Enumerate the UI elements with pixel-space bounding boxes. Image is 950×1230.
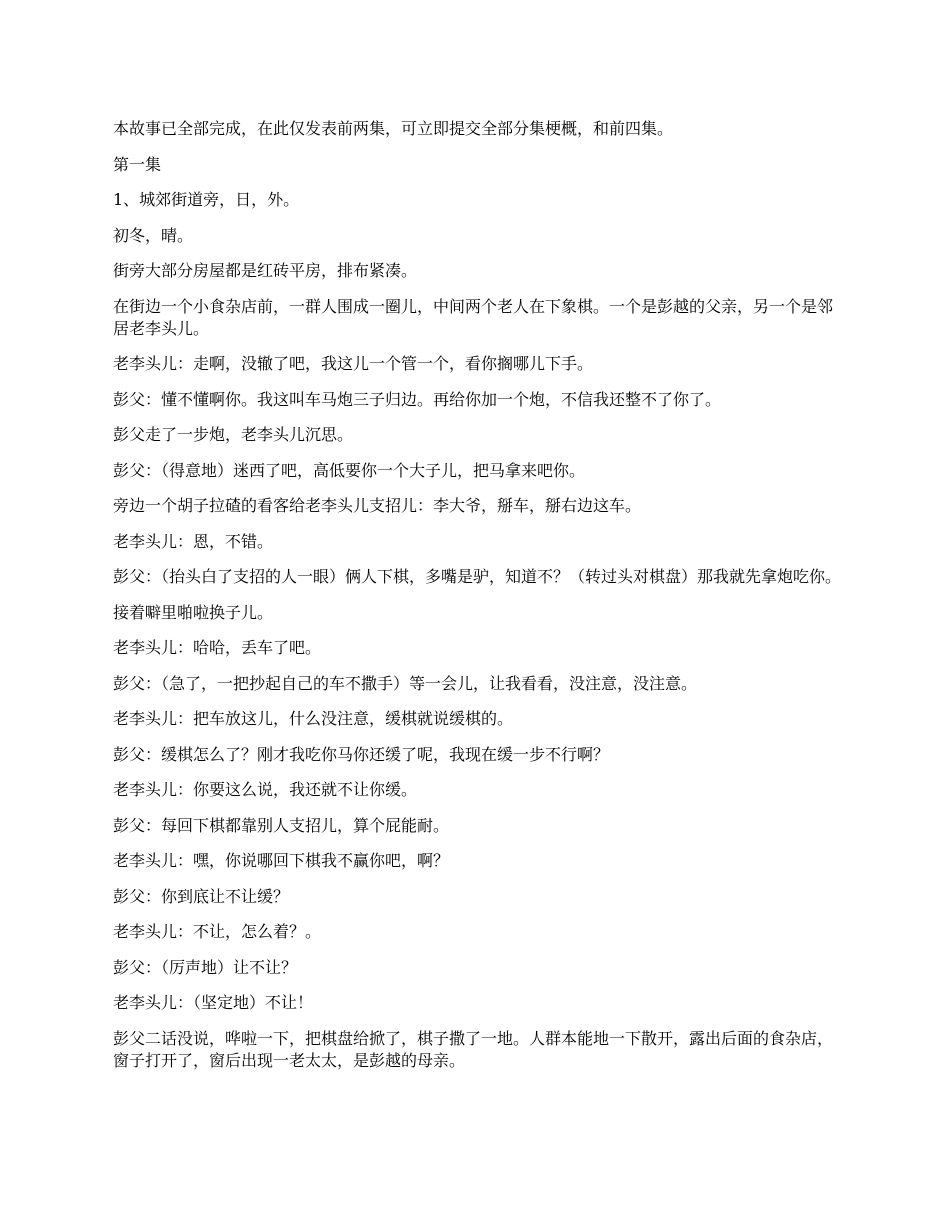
- paragraph: 彭父：（厉声地）让不让？: [113, 957, 298, 977]
- document-body: [113, 118, 843, 1085]
- paragraph-episode-title: 第一集: [113, 154, 162, 174]
- paragraph: 老李头儿：走啊，没辙了吧，我这儿一个管一个，看你搁哪儿下手。: [113, 354, 594, 373]
- paragraph: 彭父二话没说，哗啦一下，把棋盘给掀了，棋子撒了一地。人群本能地一下散开，露出后面的食杂店，窗子打开了，窗后出现一老太太，是彭越的母亲。: [113, 1028, 834, 1070]
- paragraph: 彭父：每回下棋都靠别人支招儿，算个屁能耐。: [113, 815, 450, 835]
- paragraph: 老李头儿：把车放这儿，什么没注意，缓棋就说缓棋的。: [113, 709, 514, 728]
- paragraph: 老李头儿：你要这么说，我还就不让你缓。: [113, 780, 418, 799]
- paragraph: 彭父走了一步炮，老李头儿沉思。: [113, 425, 354, 444]
- paragraph: 彭父：（急了，一把抄起自己的车不撒手）等一会儿，让我看看，没注意，没注意。: [113, 673, 698, 693]
- paragraph: 街旁大部分房屋都是红砖平房，排布紧凑。: [113, 261, 418, 280]
- paragraph: 老李头儿：哈哈，丢车了吧。: [113, 638, 322, 657]
- paragraph: 初冬，晴。: [113, 225, 194, 245]
- paragraph: 旁边一个胡子拉碴的看客给老李头儿支招儿：李大爷，掰车，掰右边这车。: [113, 496, 642, 515]
- paragraph-scene-heading: 1、城郊街道旁，日，外。: [113, 190, 300, 209]
- paragraph: 接着噼里啪啦换子儿。: [113, 602, 274, 622]
- paragraph: 彭父：你到底让不让缓？: [113, 886, 290, 906]
- paragraph: 彭父：懂不懂啊你。我这叫车马炮三子归边。再给你加一个炮，不信我还整不了你了。: [113, 389, 722, 409]
- paragraph: 老李头儿：不让，怎么着？。: [113, 922, 322, 941]
- paragraph: 彭父：缓棋怎么了？刚才我吃你马你还缓了呢，我现在缓一步不行啊？: [113, 744, 610, 764]
- paragraph-intro: 本故事已全部完成，在此仅发表前两集，可立即提交全部分集梗概，和前四集。: [113, 119, 674, 138]
- paragraph: 老李头儿：嘿，你说哪回下棋我不赢你吧，啊？: [113, 851, 450, 870]
- paragraph: 老李头儿：恩，不错。: [113, 531, 274, 551]
- paragraph: 老李头儿：（坚定地）不让！: [113, 993, 314, 1012]
- paragraph: 在街边一个小食杂店前，一群人围成一圈儿，中间两个老人在下象棋。一个是彭越的父亲，另一个是邻居老李头儿。: [113, 296, 834, 338]
- paragraph: 彭父：（得意地）迷西了吧，高低要你一个大子儿，把马拿来吧你。: [113, 460, 586, 480]
- paragraph: 彭父：（抬头白了支招的人一眼）俩人下棋，多嘴是驴，知道不？（转过头对棋盘）那我就先拿炮吃你。: [113, 567, 842, 586]
